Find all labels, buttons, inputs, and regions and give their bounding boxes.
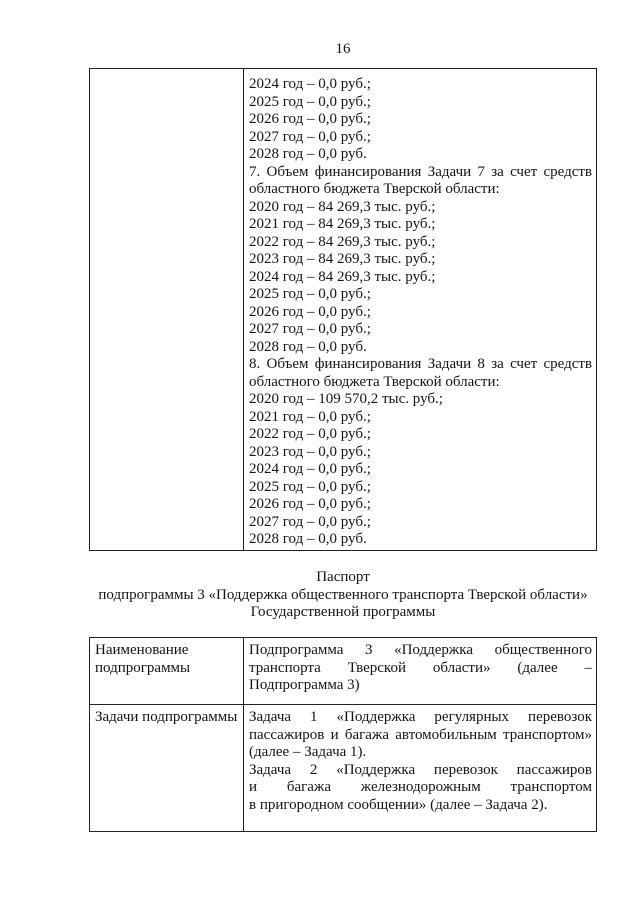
- funding-line: 2027 год – 0,0 руб.;: [249, 321, 371, 337]
- continuation-table-left-cell: [90, 69, 244, 550]
- funding-paragraph: [249, 76, 592, 94]
- funding-paragraph: [249, 304, 592, 322]
- passport-row-label-line: Задачи подпрограммы: [95, 709, 238, 725]
- funding-paragraph: [249, 444, 592, 462]
- funding-line: 2028 год – 0,0 руб.: [249, 146, 367, 162]
- funding-line: 2028 год – 0,0 руб.: [249, 531, 367, 547]
- funding-line: 2027 год – 0,0 руб.;: [249, 513, 371, 530]
- funding-line: 2020 год – 84 269,3 тыс. руб.;: [249, 198, 436, 215]
- passport-row-content-line: и багажа железнодорожным транспортом: [249, 779, 592, 795]
- funding-line: 2024 год – 84 269,3 тыс. руб.;: [249, 268, 436, 285]
- continuation-table-right-cell: [244, 69, 596, 550]
- funding-line: 2024 год – 0,0 руб.;: [249, 461, 371, 477]
- funding-paragraph: [249, 461, 592, 479]
- passport-row-label-cell: [90, 705, 244, 831]
- passport-row-content-line: Задача 1 «Поддержка регулярных перевозок: [249, 709, 592, 725]
- passport-row-label-line: подпрограммы: [95, 659, 191, 676]
- funding-paragraph: [249, 286, 592, 304]
- funding-line: 2025 год – 0,0 руб.;: [249, 286, 371, 302]
- funding-paragraph: [249, 496, 592, 514]
- funding-paragraph: [249, 269, 592, 287]
- passport-row-label-cell: [90, 638, 244, 704]
- funding-line: 2028 год – 0,0 руб.: [249, 338, 367, 355]
- funding-line: 2027 год – 0,0 руб.;: [249, 128, 371, 145]
- passport-row-subprogram-name: [90, 638, 596, 705]
- funding-line: 2023 год – 0,0 руб.;: [249, 443, 371, 460]
- funding-continuation-table: [89, 68, 597, 551]
- funding-paragraph: [249, 514, 592, 532]
- passport-table: [89, 637, 597, 832]
- funding-paragraph: [249, 234, 592, 252]
- funding-paragraph: [249, 409, 592, 427]
- funding-line: 2025 год – 0,0 руб.;: [249, 93, 371, 110]
- passport-row-content-line: пассажиров и багажа автомобильным транспортом»: [249, 726, 592, 743]
- funding-paragraph: [249, 94, 592, 112]
- passport-subtitle-line: подпрограммы 3 «Поддержка общественного транспорта Тверской области»: [98, 586, 588, 603]
- funding-line: 2021 год – 84 269,3 тыс. руб.;: [249, 216, 436, 232]
- passport-title: Паспорт: [316, 569, 370, 585]
- funding-paragraph: [249, 111, 592, 129]
- funding-line: 2022 год – 84 269,3 тыс. руб.;: [249, 233, 436, 250]
- funding-line: 2026 год – 0,0 руб.;: [249, 496, 371, 512]
- funding-paragraph: [249, 426, 592, 444]
- passport-row-content-cell: [244, 705, 596, 831]
- passport-row-content-line: Подпрограмма 3 «Поддержка общественного: [249, 642, 592, 658]
- funding-line: 2024 год – 0,0 руб.;: [249, 76, 371, 92]
- funding-paragraph: [249, 356, 592, 391]
- funding-line: 2022 год – 0,0 руб.;: [249, 426, 371, 442]
- funding-paragraph: [249, 391, 592, 409]
- funding-paragraph: [249, 164, 592, 199]
- funding-paragraph: [249, 339, 592, 357]
- funding-line: 2023 год – 84 269,3 тыс. руб.;: [249, 251, 436, 267]
- funding-line: 2026 год – 0,0 руб.;: [249, 111, 371, 127]
- funding-paragraph: [249, 216, 592, 234]
- funding-paragraph: [249, 129, 592, 147]
- funding-paragraph: [249, 479, 592, 497]
- funding-line: 7. Объем финансирования Задачи 7 за счет средств: [249, 163, 592, 180]
- passport-heading: [53, 569, 633, 622]
- funding-paragraph: [249, 251, 592, 269]
- passport-row-content-line: (далее – Задача 1).: [249, 744, 367, 760]
- funding-paragraph: [249, 146, 592, 164]
- funding-line: областного бюджета Тверской области:: [249, 181, 500, 197]
- funding-line: 2021 год – 0,0 руб.;: [249, 408, 371, 425]
- passport-row-content-line: Задача 2 «Поддержка перевозок пассажиров: [249, 761, 592, 778]
- funding-line: областного бюджета Тверской области:: [249, 373, 500, 390]
- funding-paragraph: [249, 531, 592, 549]
- passport-row-content-cell: [244, 638, 596, 704]
- funding-line: 2020 год – 109 570,2 тыс. руб.;: [249, 391, 443, 407]
- passport-subtitle-line: Государственной программы: [250, 604, 436, 620]
- passport-row-subprogram-tasks: [90, 705, 596, 831]
- passport-row-content-paragraph: [249, 642, 592, 695]
- funding-paragraph: [249, 321, 592, 339]
- funding-paragraph: [249, 199, 592, 217]
- funding-line: 2025 год – 0,0 руб.;: [249, 478, 371, 495]
- passport-row-content-line: транспорта Тверской области» (далее –: [249, 659, 592, 676]
- funding-line: 2026 год – 0,0 руб.;: [249, 303, 371, 320]
- funding-line: 8. Объем финансирования Задачи 8 за счет средств: [249, 356, 592, 372]
- passport-row-content-paragraph: [249, 709, 592, 762]
- passport-row-content-line: в пригородном сообщении» (далее – Задача 2).: [249, 796, 548, 813]
- passport-row-content-paragraph: [249, 762, 592, 815]
- passport-row-content-line: Подпрограмма 3): [249, 677, 360, 693]
- passport-row-label-line: Наименование: [95, 642, 189, 658]
- page-number: 16: [335, 41, 351, 57]
